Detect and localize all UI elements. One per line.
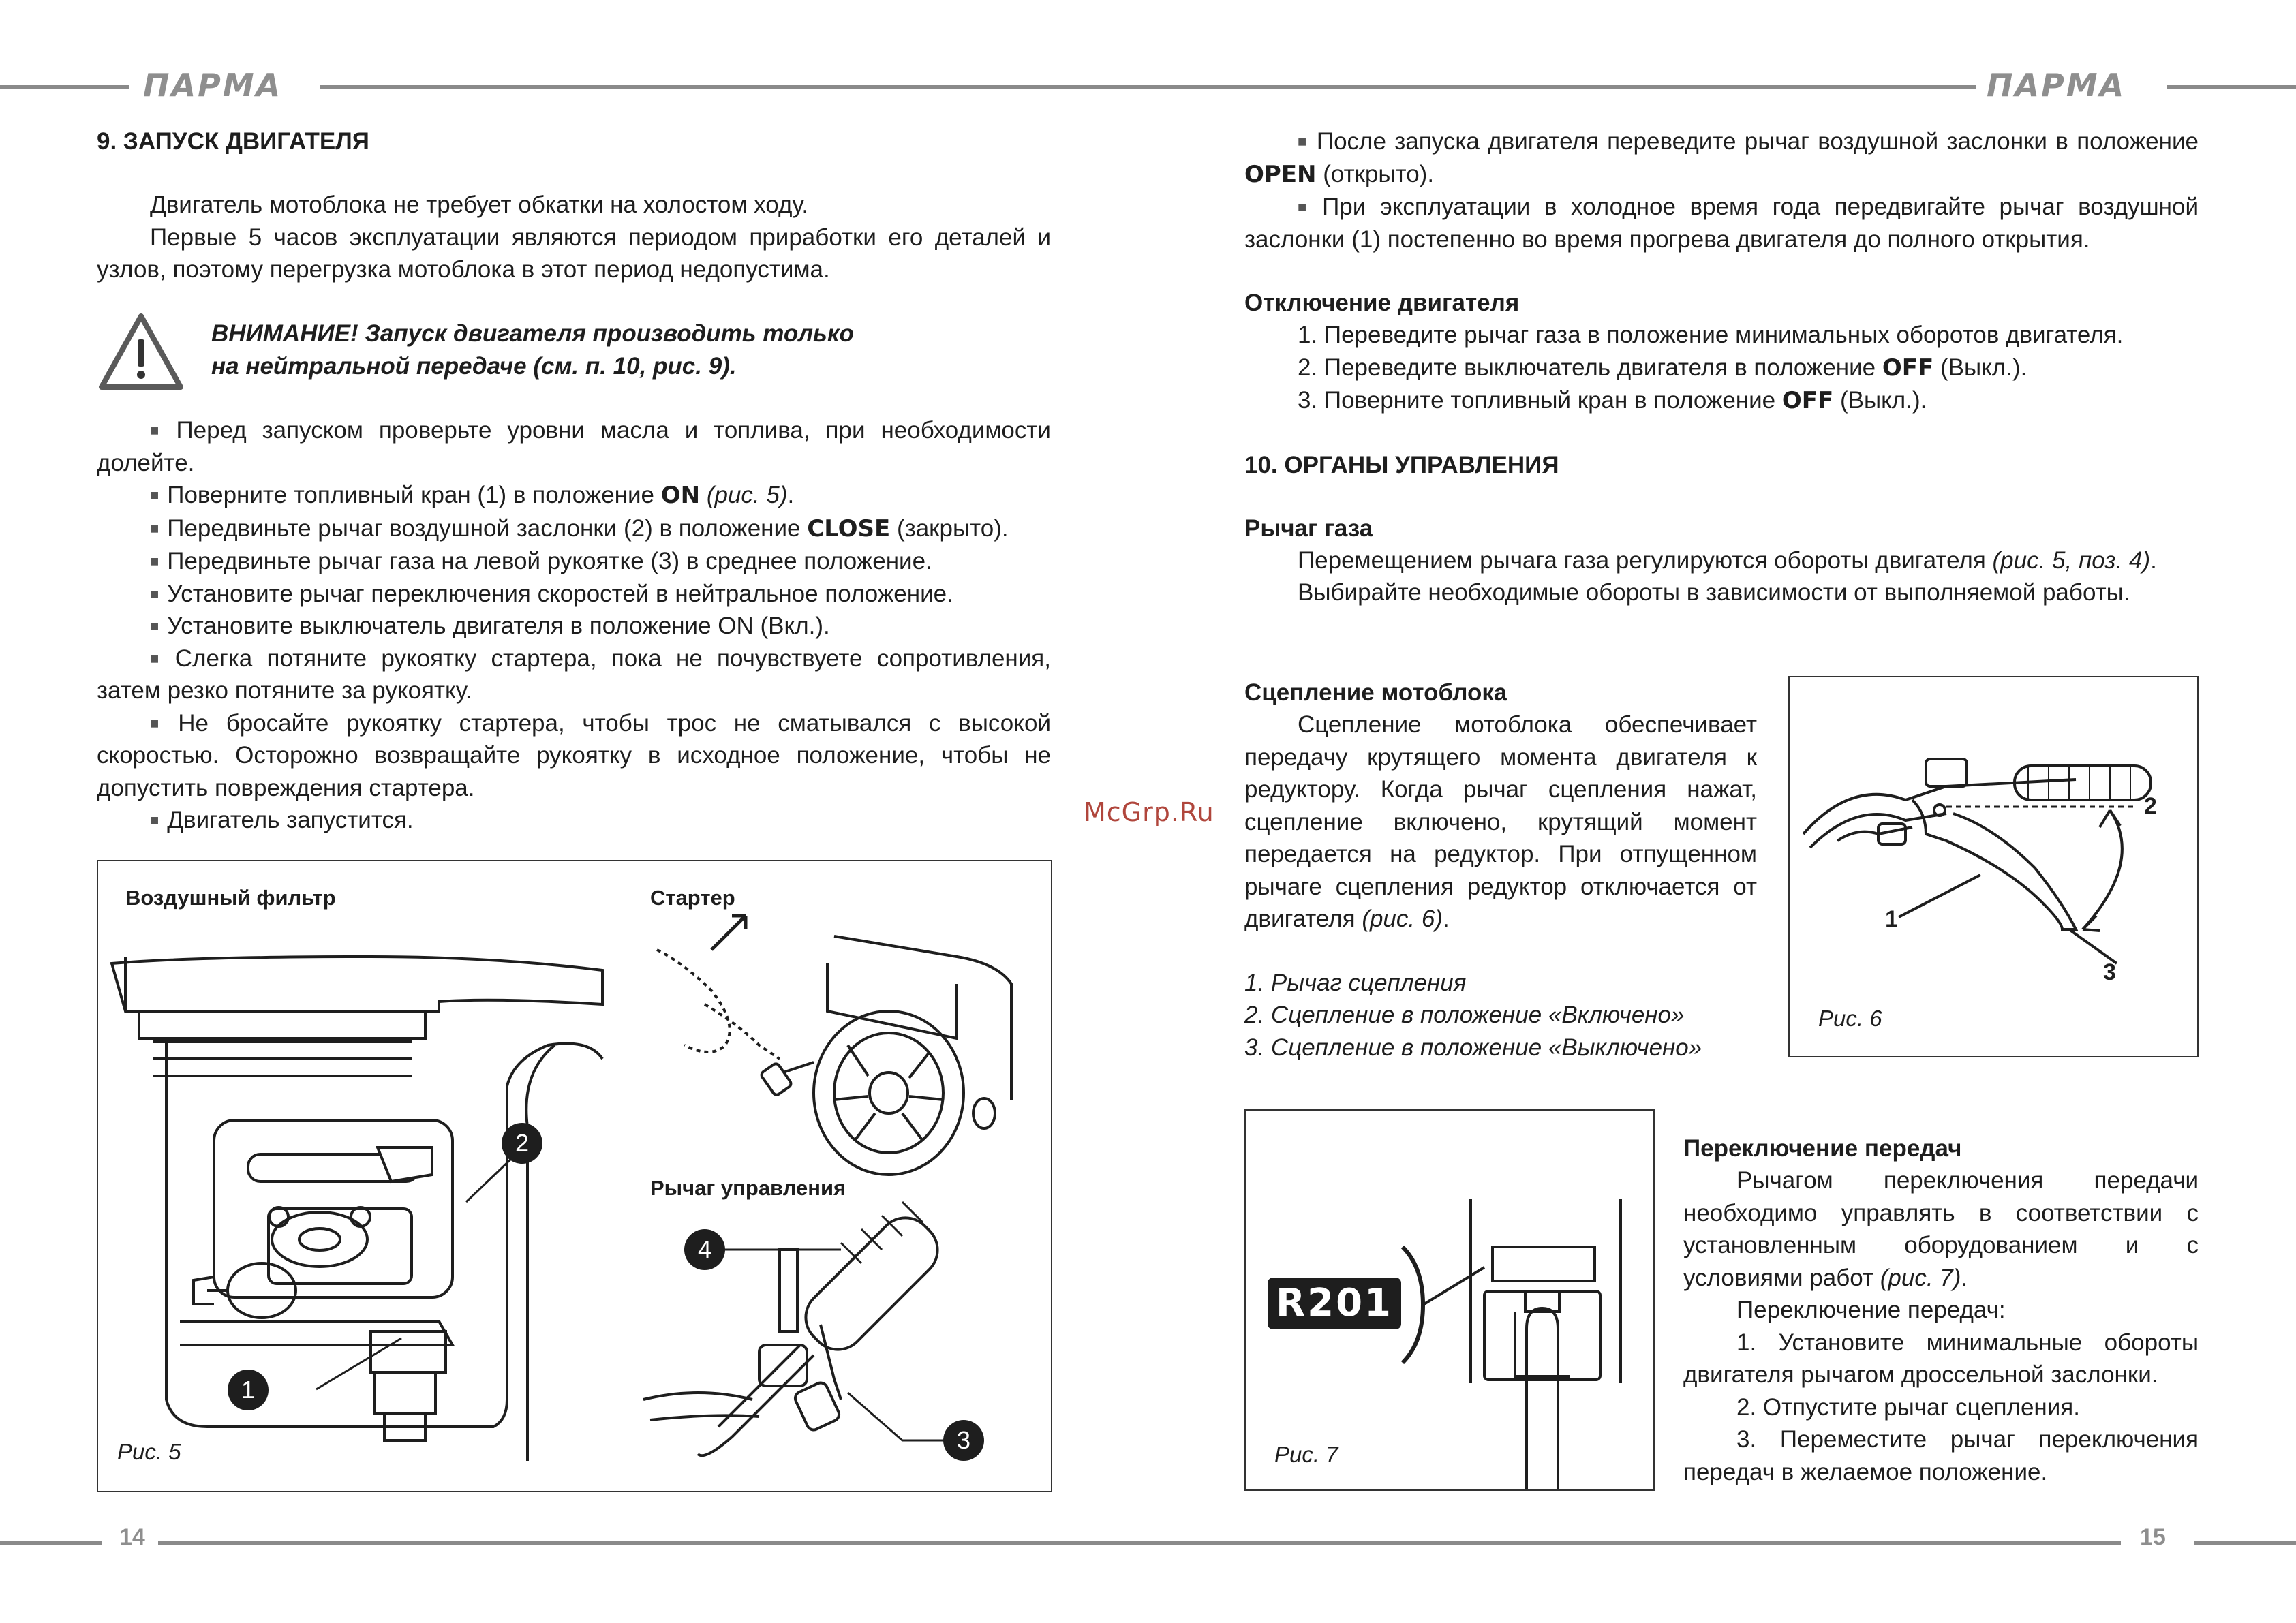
step-throttle: ■ Передвиньте рычаг газа на левой рукоятке (3) в среднее положение.	[97, 545, 1051, 578]
keyword-on: ON	[660, 482, 701, 509]
keyword-close: CLOSE	[807, 514, 891, 542]
fig5-caption: Рис. 5	[117, 1439, 181, 1464]
clutch-lever-illustration	[1790, 677, 2197, 1056]
header-rule-right	[2167, 85, 2296, 89]
throttle-paragraph-2: Выбирайте необходимые обороты в зависимости от выполняемой работы.	[1298, 579, 2130, 606]
header-rule-center	[320, 85, 1976, 89]
clutch-legend-2: 2. Сцепление в положение «Включено»	[1244, 1002, 1685, 1028]
warning-line-1: ВНИМАНИЕ! Запуск двигателя производить только	[211, 320, 854, 347]
fig5-label-air-filter: Воздушный фильтр	[125, 886, 336, 910]
gear-shift-item-3: 3. Переместите рычаг переключения передач в желаемое положение.	[1683, 1426, 2199, 1485]
step-check-levels: ■ Перед запуском проверьте уровни масла и топлива, при необходимости долейте.	[97, 414, 1051, 479]
figure-5	[97, 860, 1052, 1492]
fig5-label-control-lever: Рычаг управления	[650, 1176, 846, 1200]
fig6-callout-3: 3	[2103, 959, 2116, 985]
section-title-engine-start: 9. ЗАПУСК ДВИГАТЕЛЯ	[97, 128, 369, 155]
shutdown-item-1: 1. Переведите рычаг газа в положение минимальных оборотов двигателя.	[1298, 322, 2124, 348]
step-fuel-valve: ■ Поверните топливный кран (1) в положение ON (рис. 5).	[97, 479, 1051, 512]
right-top-block	[1244, 125, 2199, 609]
fig7-caption: Рис. 7	[1274, 1442, 1338, 1467]
left-page	[97, 125, 1051, 286]
fig7-badge: R201	[1268, 1278, 1401, 1329]
intro-paragraph-1: Двигатель мотоблока не требует обкатки на холостом ходу.	[150, 191, 809, 218]
gear-shift-item-1: 1. Установите минимальные обороты двигателя рычагом дроссельной заслонки.	[1683, 1329, 2199, 1388]
warning-triangle-icon	[97, 312, 185, 392]
keyword-off-switch: OFF	[1882, 354, 1934, 382]
step-choke: ■ Передвиньте рычаг воздушной заслонки (2) в положение CLOSE (закрыто).	[97, 512, 1051, 546]
start-steps	[97, 414, 1051, 837]
intro-paragraph-2: Первые 5 часов эксплуатации являются периодом приработки его деталей и узлов, поэтому перегрузка мотоблока в этот период недопустима.	[97, 223, 1051, 283]
fig5-callout-1: 1	[228, 1370, 269, 1410]
warning-line-2: на нейтральной передаче (см. п. 10, рис. 9).	[211, 353, 737, 380]
footer-rule-right	[2194, 1541, 2296, 1545]
page-number-left: 14	[119, 1524, 145, 1550]
footer-rule-center	[158, 1541, 2121, 1545]
throttle-title: Рычаг газа	[1244, 514, 1373, 542]
shutdown-item-3: 3. Поверните топливный кран в положение OFF (Выкл.).	[1298, 387, 1927, 414]
keyword-open: OPEN	[1244, 160, 1317, 188]
shutdown-item-2: 2. Переведите выключатель двигателя в положение OFF (Выкл.).	[1298, 354, 2027, 382]
gear-shift-paragraph-2: Переключение передач:	[1736, 1297, 2006, 1323]
step-engine-switch: ■ Установите выключатель двигателя в положение ON (Вкл.).	[97, 610, 1051, 643]
clutch-title: Сцепление мотоблока	[1244, 679, 1507, 706]
fig5-callout-2: 2	[502, 1123, 542, 1164]
figure-7	[1244, 1109, 1655, 1491]
throttle-paragraph-1: Перемещением рычага газа регулируются обороты двигателя (рис. 5, поз. 4).	[1298, 546, 2157, 574]
step-gear-neutral: ■ Установите рычаг переключения скоростей в нейтральное положение.	[97, 578, 1051, 610]
fig5-callout-3: 3	[943, 1420, 984, 1461]
fig6-caption: Рис. 6	[1818, 1006, 1882, 1031]
step-return-handle: ■ Не бросайте рукоятку стартера, чтобы трос не сматывался с высокой скоростью. Осторожно возвращайте рукоятку в исходное положение, чтобы не допустить повреждения стартера.	[97, 707, 1051, 805]
watermark: McGrp.Ru	[1084, 797, 1214, 827]
header-rule-left	[0, 85, 129, 89]
footer-rule-left	[0, 1541, 102, 1545]
brand-logo-left: ПАРМА	[143, 67, 283, 104]
gear-shift-title: Переключение передач	[1683, 1135, 1962, 1162]
warning-text	[211, 318, 1029, 383]
figure-6	[1788, 676, 2199, 1057]
gear-shift-block	[1683, 1132, 2199, 1488]
clutch-legend-1: 1. Рычаг сцепления	[1244, 969, 1467, 996]
fig6-callout-2: 2	[2144, 793, 2157, 819]
gear-shift-paragraph-1: Рычагом переключения передачи необходимо управлять в соответствии с установленным оборудованием и с условиями работ (рис. 7).	[1683, 1167, 2199, 1291]
brand-logo-right: ПАРМА	[1987, 67, 2126, 104]
fig6-callout-1: 1	[1885, 906, 1898, 932]
clutch-paragraph: Сцепление мотоблока обеспечивает передачу крутящего момента двигателя к редуктору. Когда рычаг сцепления нажат, сцепление включено, крутящий момент передается на редуктор. При отпущенном рычаге сцепления редуктор отключается от двигателя (рис. 6).	[1244, 711, 1757, 932]
clutch-legend-3: 3. Сцепление в положение «Выключено»	[1244, 1034, 1702, 1061]
choke-open-paragraph: ■ После запуска двигателя переведите рычаг воздушной заслонки в положение OPEN (открыто).	[1244, 125, 2199, 191]
shutdown-title: Отключение двигателя	[1244, 290, 1520, 316]
step-pull-starter: ■ Слегка потяните рукоятку стартера, пока не почувствуете сопротивления, затем резко потяните за рукоятку.	[97, 643, 1051, 707]
page-number-right: 15	[2140, 1524, 2166, 1550]
choke-cold-paragraph: ■ При эксплуатации в холодное время года передвигайте рычаг воздушной заслонки (1) постепенно во время прогрева двигателя до полного открытия.	[1244, 191, 2199, 256]
step-engine-starts: ■ Двигатель запустится.	[97, 804, 1051, 837]
clutch-block	[1244, 677, 1757, 1064]
keyword-off-valve: OFF	[1781, 387, 1834, 414]
fig5-label-starter: Стартер	[650, 886, 735, 910]
gear-shift-item-2: 2. Отпустите рычаг сцепления.	[1736, 1393, 2080, 1421]
section-title-controls: 10. ОРГАНЫ УПРАВЛЕНИЯ	[1244, 451, 1559, 478]
fig5-callout-4: 4	[684, 1229, 725, 1270]
